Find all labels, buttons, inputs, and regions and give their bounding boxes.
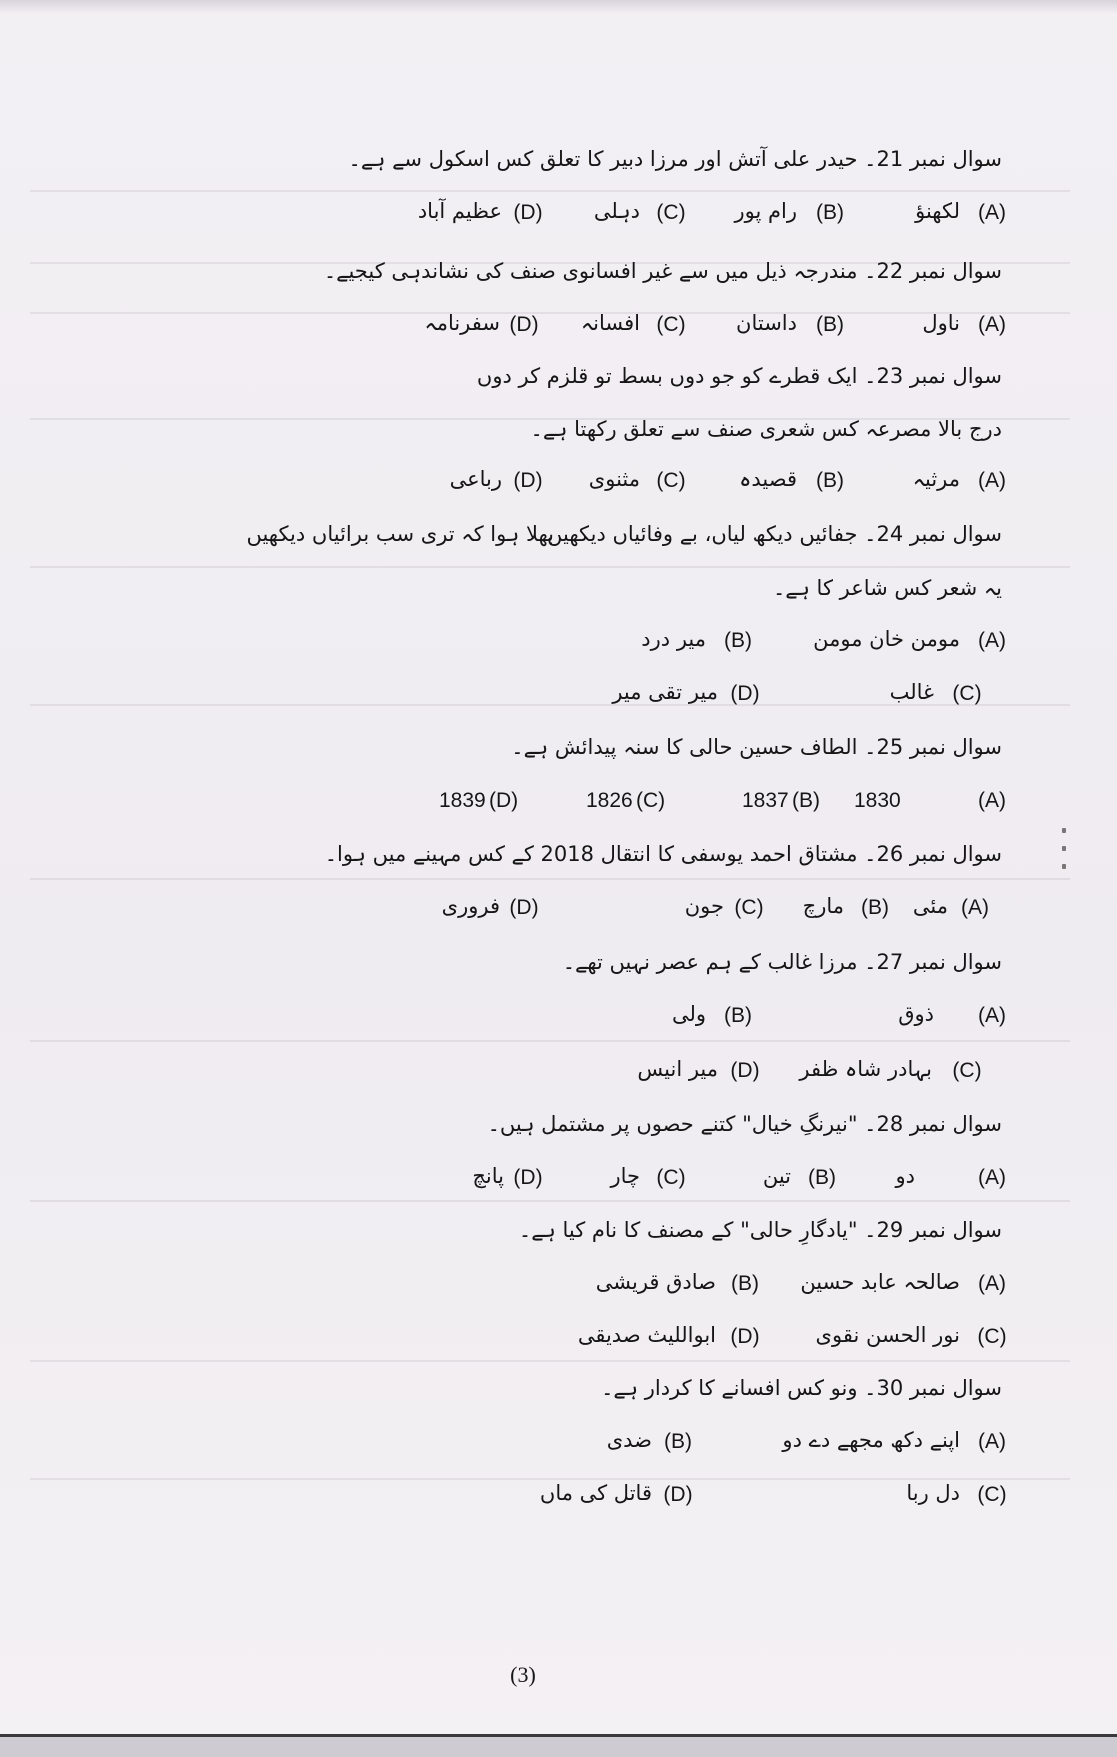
q23-option-b-letter: (B) [816, 469, 844, 492]
q23-option-a-letter: (A) [978, 469, 1006, 492]
q26-option-d-text: فروری [441, 894, 500, 918]
q28-option-d-text: پانچ [472, 1164, 504, 1188]
q27-option-a-letter: (A) [978, 1004, 1006, 1027]
question-29-prompt: سوال نمبر 29۔ "یادگارِ حالی" کے مصنف کا نام کیا ہے۔ [518, 1218, 1002, 1242]
scan-speck [1062, 828, 1066, 833]
q25-option-c-text: 1826 [586, 789, 633, 812]
q29-option-c-letter: (C) [977, 1325, 1007, 1348]
q24-option-b-letter: (B) [724, 629, 752, 652]
bleed-through-line [30, 566, 1070, 568]
q24-option-c-text: غالب [889, 680, 934, 704]
question-24-prompt: سوال نمبر 24۔ جفائیں دیکھ لیاں، بے وفائیاں دیکھیں [547, 522, 1002, 546]
q21-option-c-text: دہلی [593, 199, 640, 223]
q28-option-b-letter: (B) [808, 1166, 836, 1189]
page-number: (3) [510, 1662, 536, 1687]
question-30-prompt: سوال نمبر 30۔ ونو کس افسانے کا کردار ہے۔ [601, 1376, 1002, 1400]
scan-top-edge [0, 0, 1117, 14]
q24-option-b-text: میر درد [641, 627, 706, 651]
q25-option-a-letter: (A) [978, 789, 1006, 812]
q30-option-b-letter: (B) [664, 1430, 692, 1453]
q29-option-b-letter: (B) [731, 1272, 759, 1295]
q27-option-a-text: ذوق [898, 1002, 934, 1026]
question-24-verse: بھلا ہوا کہ تری سب برائیاں دیکھیں [246, 522, 554, 546]
q29-option-a-letter: (A) [978, 1272, 1006, 1295]
q29-option-b-text: صادق قریشی [595, 1270, 716, 1294]
q23-option-b-text: قصیدہ [739, 467, 797, 491]
bleed-through-line [30, 1200, 1070, 1202]
q30-option-c-text: دل ربا [906, 1481, 960, 1505]
question-24-line-2: یہ شعر کس شاعر کا ہے۔ [772, 576, 1002, 600]
q28-option-c-text: چار [610, 1164, 640, 1188]
bleed-through-line [30, 1040, 1070, 1042]
bleed-through-line [30, 190, 1070, 192]
q21-option-d-text: عظیم آباد [417, 199, 502, 223]
q27-option-d-letter: (D) [730, 1059, 760, 1082]
q27-option-c-text: بہادر شاہ ظفر [799, 1057, 932, 1081]
q22-option-d-letter: (D) [509, 313, 539, 336]
q25-option-a-text: 1830 [854, 789, 901, 812]
q28-option-c-letter: (C) [656, 1166, 686, 1189]
q21-option-a-letter: (A) [978, 201, 1006, 224]
q24-option-c-letter: (C) [952, 682, 982, 705]
q25-option-b-letter: (B) [792, 789, 820, 812]
q23-option-d-text: رباعی [449, 467, 502, 491]
question-23-prompt: سوال نمبر 23۔ ایک قطرے کو جو دوں بسط تو قلزم کر دوں [476, 364, 1002, 388]
q29-option-c-text: نور الحسن نقوی [815, 1323, 960, 1347]
q28-option-a-letter: (A) [978, 1166, 1006, 1189]
q22-option-a-text: ناول [922, 311, 960, 335]
q21-option-a-text: لکھنؤ [915, 199, 960, 223]
q21-option-c-letter: (C) [656, 201, 686, 224]
q26-option-b-text: مارچ [802, 894, 844, 918]
q22-option-b-text: داستان [736, 311, 797, 335]
scan-bottom-edge [0, 1737, 1117, 1757]
question-21-prompt: سوال نمبر 21۔ حیدر علی آتش اور مرزا دبیر کا تعلق کس اسکول سے ہے۔ [348, 147, 1002, 171]
bleed-through-line [30, 878, 1070, 880]
question-25-prompt: سوال نمبر 25۔ الطاف حسین حالی کا سنہ پیدائش ہے۔ [511, 735, 1002, 759]
q28-option-a-text: دو [895, 1164, 915, 1188]
q28-option-b-text: تین [762, 1164, 791, 1188]
q24-option-a-text: مومن خان مومن [813, 627, 960, 651]
q23-option-d-letter: (D) [513, 469, 543, 492]
q21-option-d-letter: (D) [513, 201, 543, 224]
q30-option-b-text: ضدی [606, 1428, 652, 1452]
q30-option-c-letter: (C) [977, 1483, 1007, 1506]
question-26-prompt: سوال نمبر 26۔ مشتاق احمد یوسفی کا انتقال 2018 کے کس مہینے میں ہوا۔ [324, 842, 1002, 866]
bleed-through-line [30, 1360, 1070, 1362]
q30-option-d-letter: (D) [663, 1483, 693, 1506]
q24-option-d-text: میر تقی میر [612, 680, 718, 704]
q25-option-d-letter: (D) [489, 789, 519, 812]
q26-option-a-letter: (A) [961, 896, 989, 919]
q30-option-d-text: قاتل کی ماں [539, 1481, 652, 1505]
question-27-prompt: سوال نمبر 27۔ مرزا غالب کے ہم عصر نہیں تھے۔ [562, 950, 1002, 974]
q30-option-a-text: اپنے دکھ مجھے دے دو [782, 1428, 960, 1452]
q24-option-a-letter: (A) [978, 629, 1006, 652]
q27-option-b-letter: (B) [724, 1004, 752, 1027]
q29-option-a-text: صالحہ عابد حسین [800, 1270, 960, 1294]
q28-option-d-letter: (D) [513, 1166, 543, 1189]
scan-speck [1062, 846, 1066, 851]
q30-option-a-letter: (A) [978, 1430, 1006, 1453]
q21-option-b-text: رام پور [734, 199, 797, 223]
q21-option-b-letter: (B) [816, 201, 844, 224]
q23-option-c-letter: (C) [656, 469, 686, 492]
q25-option-d-text: 1839 [439, 789, 486, 812]
q27-option-d-text: میر انیس [637, 1057, 718, 1081]
q22-option-c-letter: (C) [656, 313, 686, 336]
q24-option-d-letter: (D) [730, 682, 760, 705]
q25-option-c-letter: (C) [636, 789, 666, 812]
q22-option-a-letter: (A) [978, 313, 1006, 336]
q23-option-a-text: مرثیہ [912, 467, 960, 491]
q25-option-b-text: 1837 [742, 789, 789, 812]
scan-speck [1062, 864, 1066, 869]
question-23-line-2: درج بالا مصرعہ کس شعری صنف سے تعلق رکھتا ہے۔ [530, 417, 1002, 441]
q22-option-c-text: افسانہ [580, 311, 640, 335]
q26-option-a-text: مئی [912, 894, 948, 918]
q26-option-c-text: جون [684, 894, 724, 918]
question-28-prompt: سوال نمبر 28۔ "نیرنگِ خیال" کتنے حصوں پر مشتمل ہیں۔ [487, 1112, 1002, 1136]
q27-option-c-letter: (C) [952, 1059, 982, 1082]
q29-option-d-letter: (D) [730, 1325, 760, 1348]
q26-option-d-letter: (D) [509, 896, 539, 919]
q22-option-d-text: سفرنامہ [424, 311, 500, 335]
q29-option-d-text: ابواللیث صدیقی [577, 1323, 716, 1347]
question-22-prompt: سوال نمبر 22۔ مندرجہ ذیل میں سے غیر افسانوی صنف کی نشاندہی کیجیے۔ [323, 259, 1002, 283]
q26-option-c-letter: (C) [734, 896, 764, 919]
q26-option-b-letter: (B) [861, 896, 889, 919]
q22-option-b-letter: (B) [816, 313, 844, 336]
q23-option-c-text: مثنوی [588, 467, 640, 491]
q27-option-b-text: ولی [671, 1002, 706, 1026]
